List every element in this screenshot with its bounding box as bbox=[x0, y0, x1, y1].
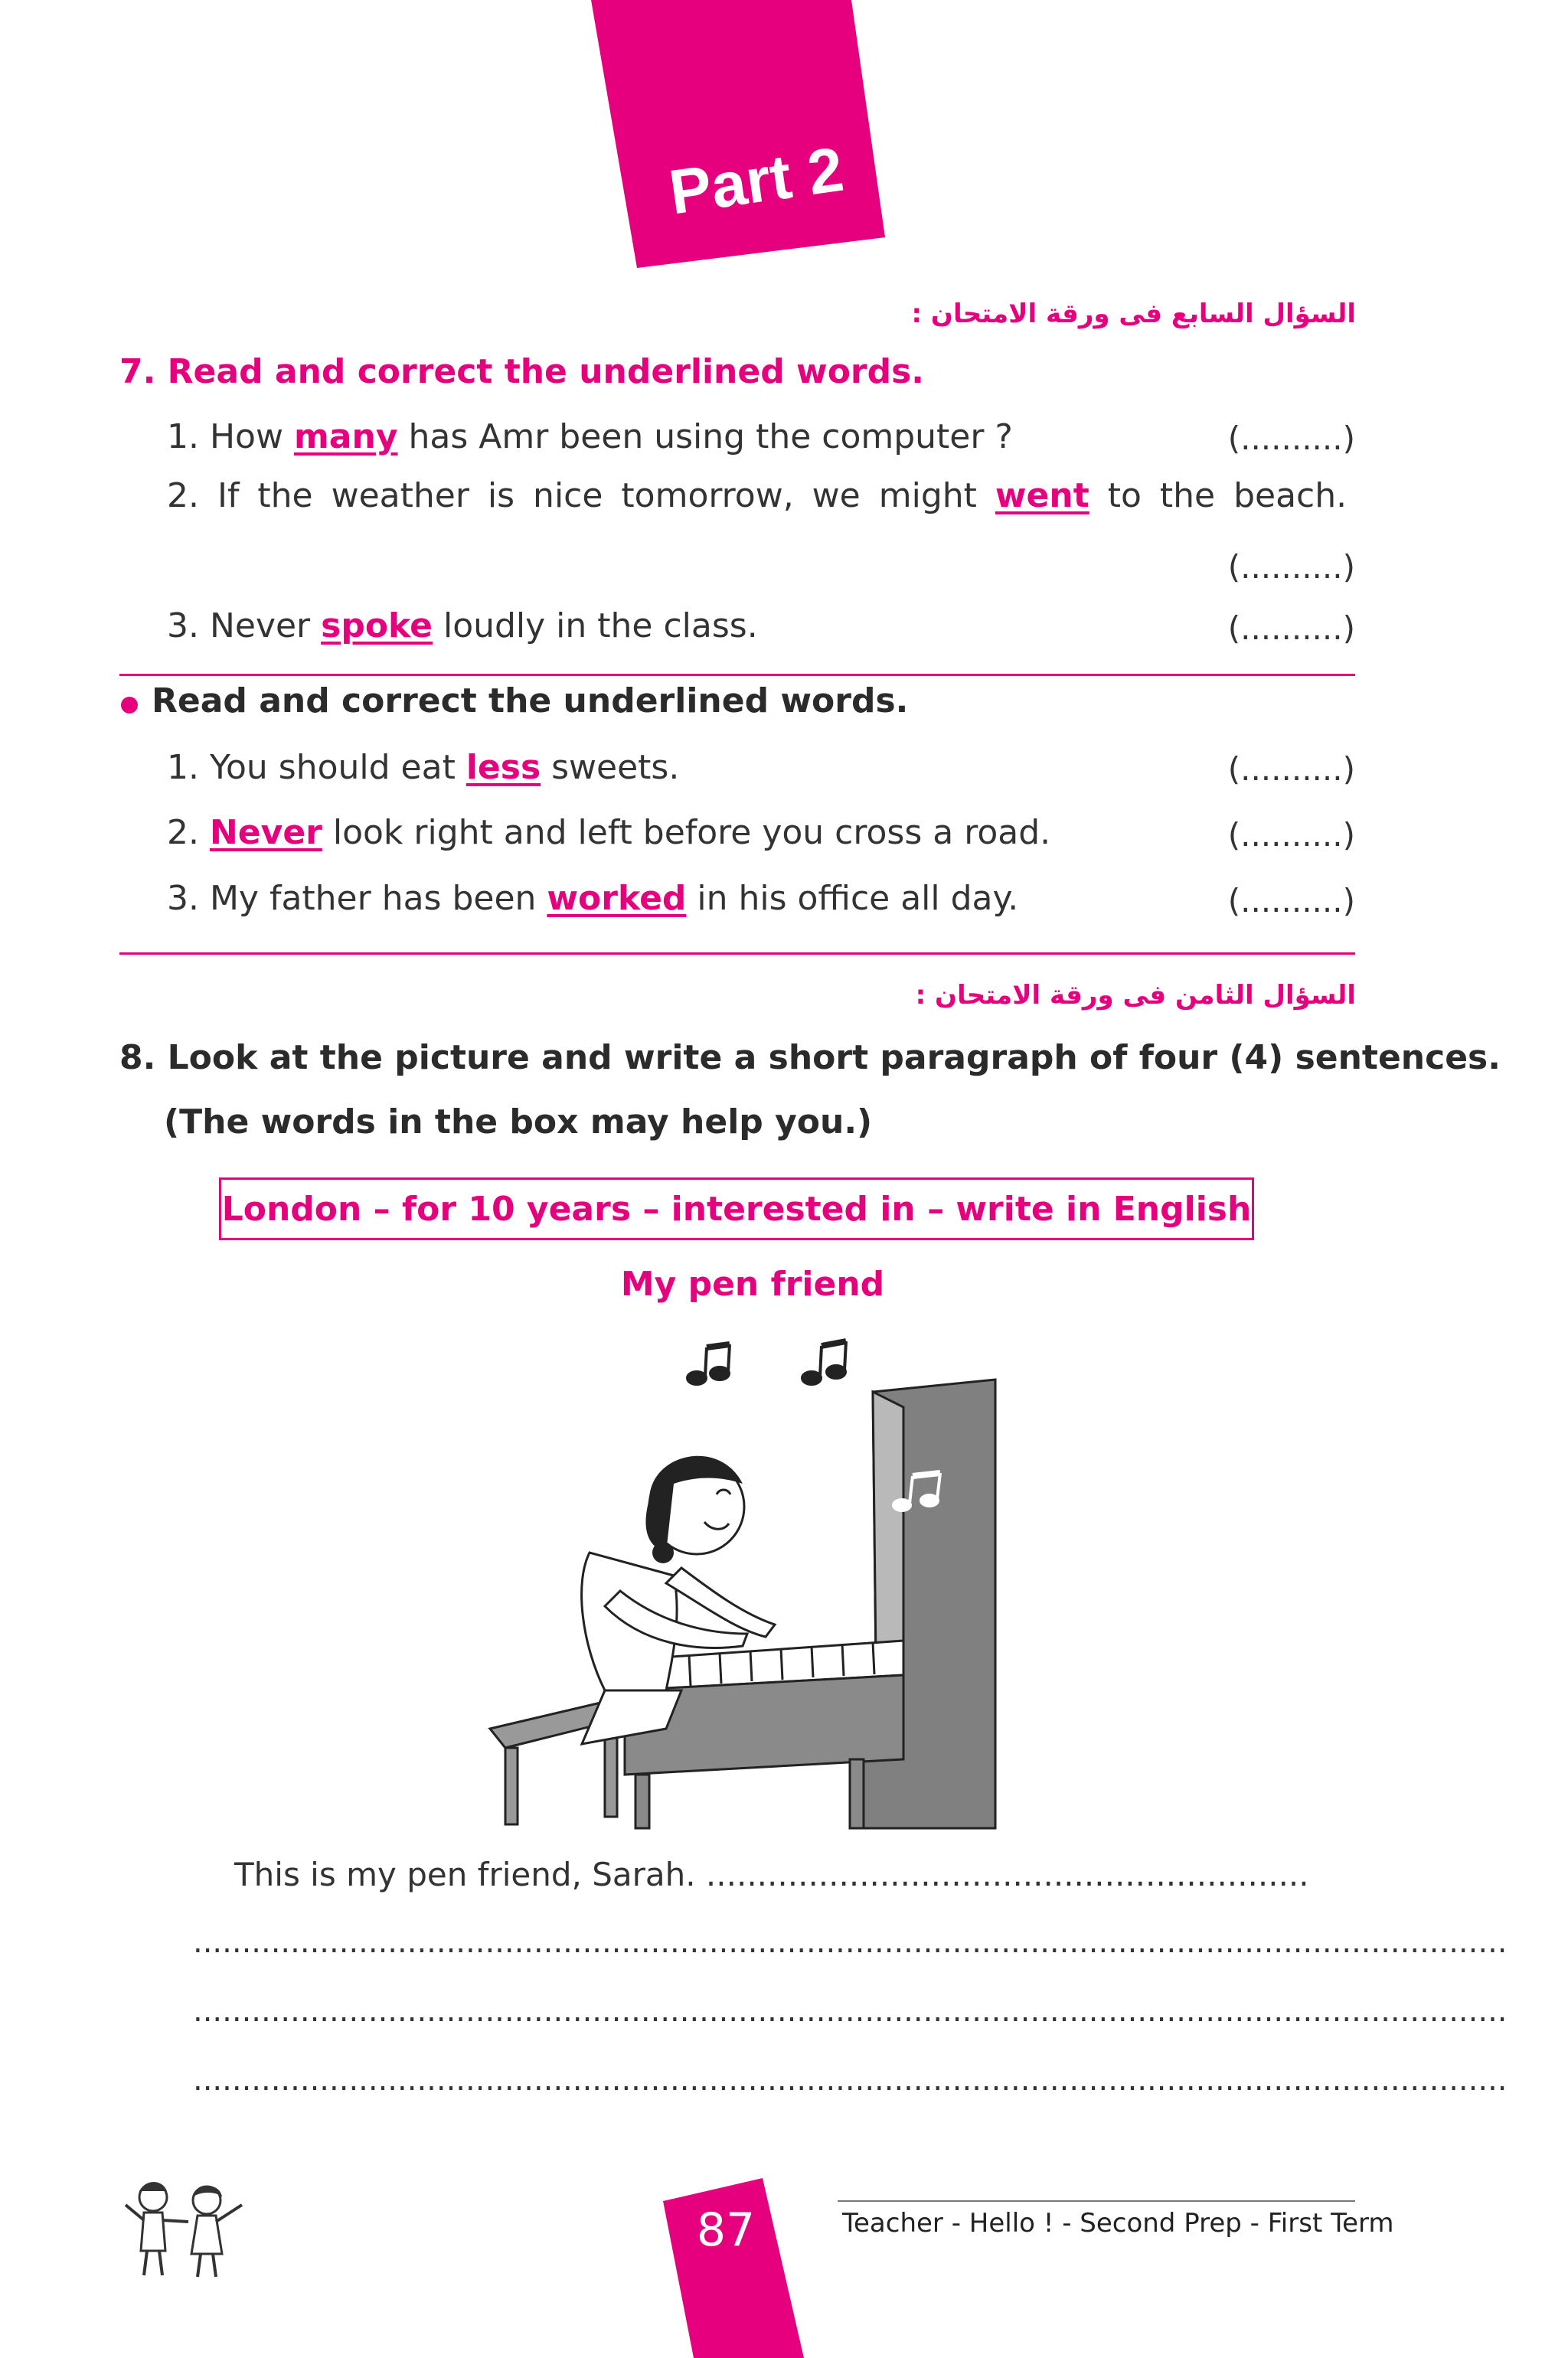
answer-blank[interactable]: (..........) bbox=[1227, 816, 1355, 854]
writing-line[interactable]: ....................................................................................................................................... bbox=[193, 1925, 1508, 1960]
underlined-word: Never bbox=[209, 813, 322, 852]
underlined-word: worked bbox=[547, 879, 687, 918]
footer-text: Teacher - Hello ! - Second Prep - First Term bbox=[842, 2208, 1394, 2239]
writing-line[interactable]: ....................................................................................................................................... bbox=[193, 2062, 1508, 2098]
page-number: 87 bbox=[696, 2203, 756, 2257]
bullet-icon bbox=[121, 697, 138, 714]
underlined-word: many bbox=[293, 417, 398, 456]
sub-item-1: 1. You should eat less sweets. bbox=[167, 748, 680, 787]
section8-arabic-heading: السؤال الثامن فى ورقة الامتحان : bbox=[915, 980, 1356, 1011]
music-notes-icon bbox=[688, 1341, 846, 1384]
q7-item-3: 3. Never spoke loudly in the class. bbox=[167, 606, 758, 645]
underlined-word: went bbox=[995, 476, 1089, 515]
divider bbox=[119, 952, 1355, 955]
underlined-word: less bbox=[466, 748, 541, 787]
underlined-word: spoke bbox=[321, 606, 433, 645]
word-box: London – for 10 years – interested in – write in English bbox=[219, 1177, 1254, 1240]
section8-title: 8. Look at the picture and write a short paragraph of four (4) sentences. bbox=[119, 1038, 1501, 1077]
answer-blank[interactable]: (..........) bbox=[1227, 750, 1355, 788]
footer-divider bbox=[838, 2200, 1355, 2202]
girl-playing-piano-illustration bbox=[490, 1331, 1003, 1828]
sub-item-2: 2. Never look right and left before you cross a road. bbox=[167, 813, 1051, 852]
kids-mascot-icon bbox=[115, 2174, 253, 2281]
sub-item-3: 3. My father has been worked in his office all day. bbox=[167, 879, 1019, 918]
answer-blank[interactable]: (..........) bbox=[1227, 609, 1355, 647]
answer-blank[interactable]: (..........) bbox=[1227, 420, 1355, 457]
writing-line[interactable]: ....................................................................................................................................... bbox=[193, 1994, 1508, 2029]
section7-arabic-heading: السؤال السابع فى ورقة الامتحان : bbox=[911, 299, 1356, 329]
picture-title: My pen friend bbox=[620, 1265, 885, 1304]
q7-item-1: 1. How many has Amr been using the computer ? bbox=[167, 417, 1013, 456]
q7-item-2: 2. If the weather is nice tomorrow, we might went to the beach. bbox=[167, 476, 1348, 515]
section7-title: 7. Read and correct the underlined words. bbox=[119, 352, 925, 391]
answer-blank[interactable]: (..........) bbox=[1227, 548, 1355, 586]
part-label: Part 2 bbox=[665, 134, 848, 228]
answer-blank[interactable]: (..........) bbox=[1227, 882, 1355, 919]
paragraph-start-line[interactable]: This is my pen friend, Sarah. ........................................................... bbox=[234, 1856, 1309, 1893]
divider bbox=[119, 674, 1355, 676]
section8-subtitle: (The words in the box may help you.) bbox=[164, 1102, 873, 1141]
subsection-title: Read and correct the underlined words. bbox=[152, 681, 909, 720]
